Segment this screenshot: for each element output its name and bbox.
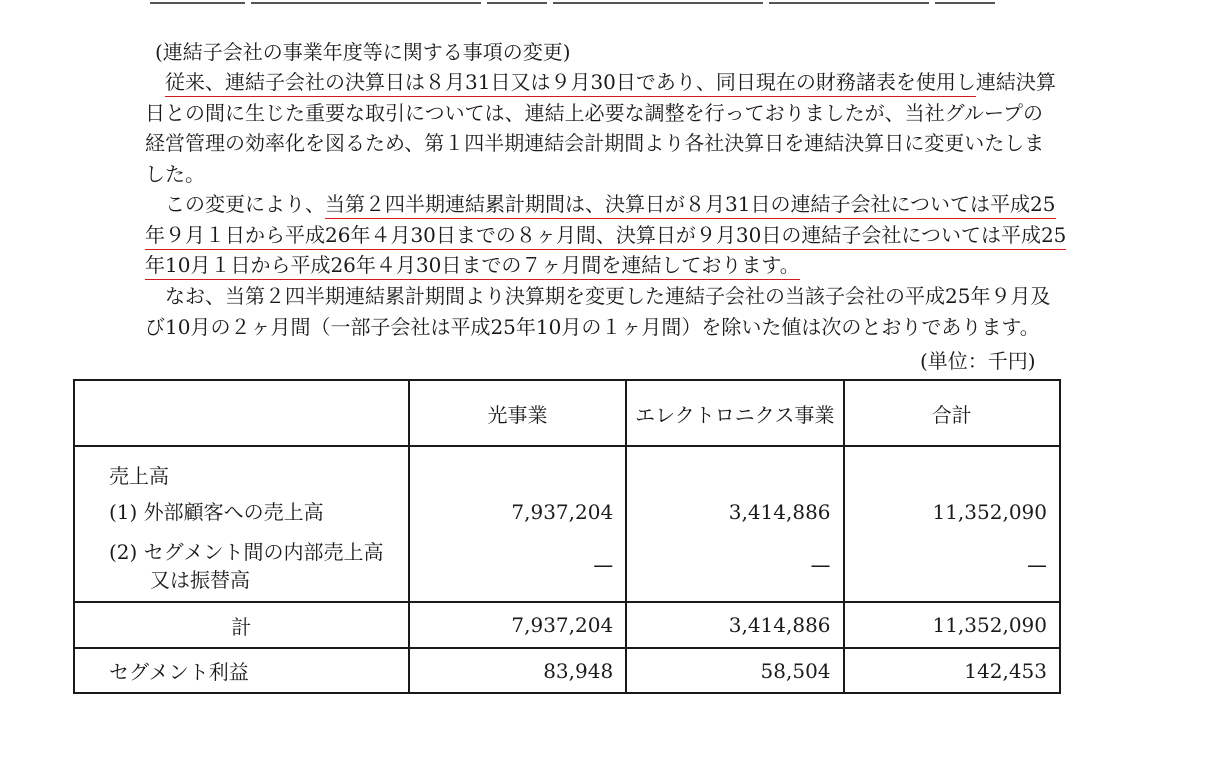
internal-sales-label-line2: 又は振替高: [150, 568, 250, 592]
header-optical-business: 光事業: [409, 380, 626, 446]
sales-header-label: 売上高: [109, 464, 169, 488]
table-row-sales: [74, 446, 1060, 602]
paragraph1-line1: 従来、連結子会社の決算日は８月31日又は９月30日であり、同日現在の財務諸表を使用し連結決算: [145, 67, 1090, 98]
optical-profit: 83,948: [409, 648, 626, 693]
table-row-total: [74, 602, 1060, 648]
paragraph1-line2: 日との間に生じた重要な取引については、連結上必要な調整を行っておりましたが、当社グループの: [145, 100, 1043, 125]
paragraph3-line2: び10月の２ヶ月間（一部子会社は平成25年10月の１ヶ月間）を除いた値は次のとおりであります。: [145, 314, 1040, 339]
external-sales-label: (1) 外部顧客への売上高: [109, 500, 324, 524]
paragraph2-line1: この変更により、当第２四半期連結累計期間は、決算日が８月31日の連結子会社については平成25: [145, 189, 1090, 220]
electronics-sales-cell: [626, 446, 843, 602]
unit-label: (単位：千円): [920, 349, 1036, 373]
paragraph2-underlined-text-2: 年９月１日から平成26年４月30日までの８ヶ月間、決算日が９月30日の連結子会社については平成25: [145, 223, 1066, 250]
paragraph-change-description: [145, 67, 1090, 189]
table-header-row: [74, 380, 1060, 446]
header-electronics-business: エレクトロニクス事業: [626, 380, 843, 446]
electronics-external-sales: 3,414,886: [728, 500, 831, 524]
total-external-sales: 11,352,090: [932, 500, 1047, 524]
optical-sales-cell: [409, 446, 626, 602]
total-profit: 142,453: [844, 648, 1060, 693]
segment-table: [73, 379, 1061, 694]
electronics-total: 3,414,886: [626, 602, 843, 648]
table-row-profit: [74, 648, 1060, 693]
paragraph2-underlined-text-1: 当第２四半期連結累計期間は、決算日が８月31日の連結子会社については平成25: [325, 192, 1056, 219]
optical-external-sales: 7,937,204: [511, 500, 614, 524]
paragraph1-line3: 経営管理の効率化を図るため、第１四半期連結会計期間より各社決算日を連結決算日に変更いたしま: [145, 131, 1045, 155]
sales-labels-cell: [74, 446, 409, 602]
grand-total: 11,352,090: [844, 602, 1060, 648]
electronics-internal-sales: —: [810, 553, 831, 577]
internal-sales-label-line1: (2) セグメント間の内部売上高: [109, 540, 384, 564]
paragraph-excluded-values: [145, 281, 1090, 342]
optical-internal-sales: —: [593, 553, 614, 577]
segment-profit-label: セグメント利益: [74, 648, 409, 693]
paragraph1-line4: した。: [145, 161, 205, 186]
paragraph2-underlined-text-3: 年10月１日から平成26年４月30日までの７ヶ月間を連結しております。: [145, 253, 800, 280]
paragraph2-line2: [145, 220, 1090, 251]
paragraph3-line1: なお、当第２四半期連結累計期間より決算期を変更した連結子会社の当該子会社の平成25年９月及: [165, 284, 1051, 308]
total-label: 計: [74, 602, 409, 648]
optical-total: 7,937,204: [409, 602, 626, 648]
paragraph1-underlined-text: 従来、連結子会社の決算日は８月31日又は９月30日であり、同日現在の財務諸表を使用し: [165, 70, 976, 97]
paragraph-consolidation-period: [145, 189, 1090, 281]
section-heading: (連結子会社の事業年度等に関する事項の変更): [155, 40, 571, 64]
total-sales-cell: [844, 446, 1060, 602]
total-internal-sales: —: [1027, 553, 1047, 577]
paragraph2-line3: [145, 250, 1090, 281]
header-total: 合計: [844, 380, 1060, 446]
cropped-previous-line: [150, 0, 1010, 6]
electronics-profit: 58,504: [626, 648, 843, 693]
header-empty-cell: [74, 380, 409, 446]
